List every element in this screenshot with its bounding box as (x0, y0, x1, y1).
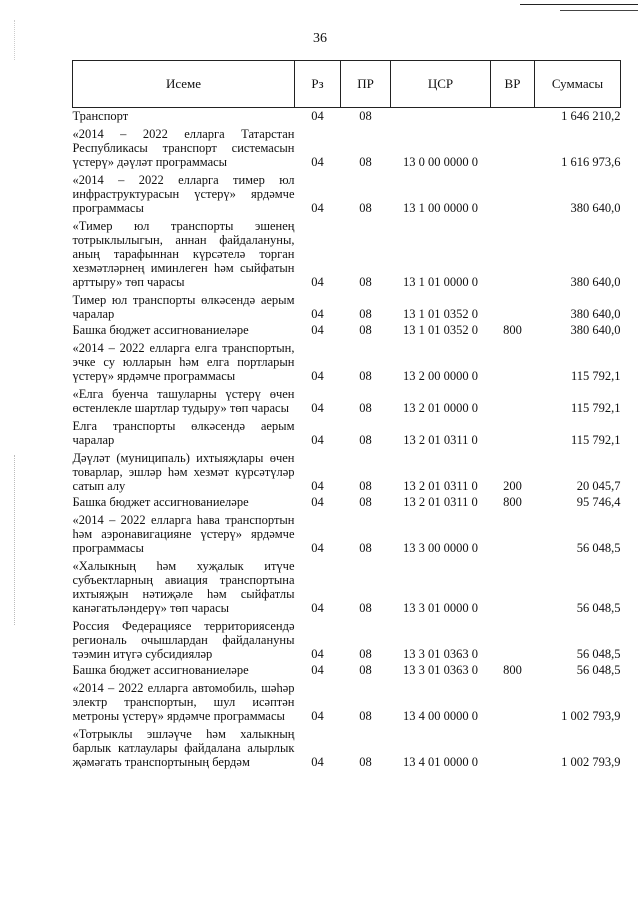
row-sum: 1 616 973,6 (561, 155, 621, 169)
table-row (73, 384, 621, 416)
row-vr (491, 678, 535, 724)
row-rz: 04 (311, 647, 324, 661)
row-csr: 13 2 01 0311 0 (403, 479, 478, 493)
row-pr: 08 (359, 369, 372, 383)
row-sum: 56 048,5 (576, 541, 621, 555)
row-name: Башка бюджет ассигнованиеләре (72, 323, 249, 337)
row-rz: 04 (311, 401, 324, 415)
row-rz: 04 (311, 479, 324, 493)
page-number: 36 (313, 31, 327, 46)
row-vr: 800 (503, 323, 522, 337)
row-sum: 115 792,1 (570, 401, 621, 415)
row-csr: 13 3 01 0363 0 (403, 663, 478, 677)
table-row (73, 322, 621, 338)
budget-table (72, 60, 621, 770)
row-pr: 08 (359, 433, 372, 447)
row-rz: 04 (311, 201, 324, 215)
row-name: Башка бюджет ассигнованиеләре (72, 495, 249, 509)
row-sum: 115 792,1 (570, 433, 621, 447)
row-name: «Тотрыклы эшләүче һәм халыкның барлык катлаулары файдалана алырлык җәмәгать транспортының бердәм (72, 727, 295, 769)
row-pr: 08 (359, 601, 372, 615)
row-name: «2014 – 2022 елларга автомобиль, шәһәр электр транспортын, шул исәптән метроны үстерү» ярдәмче программасы (72, 681, 295, 723)
row-pr: 08 (359, 401, 372, 415)
table-row (73, 216, 621, 290)
header-vr: ВР (491, 61, 535, 108)
top-rule-short (560, 10, 638, 11)
row-sum: 56 048,5 (576, 663, 621, 677)
row-vr (491, 616, 535, 662)
table-row (73, 556, 621, 616)
row-name: Башка бюджет ассигнованиеләре (72, 663, 249, 677)
row-name: Тимер юл транспорты өлкәсендә аерым чаралар (72, 293, 295, 321)
row-csr: 13 1 01 0352 0 (403, 323, 478, 337)
row-vr: 800 (503, 663, 522, 677)
header-pr: ПР (341, 61, 391, 108)
row-csr: 13 1 00 0000 0 (403, 201, 478, 215)
row-sum: 115 792,1 (570, 369, 621, 383)
row-csr: 13 2 01 0311 0 (403, 495, 478, 509)
row-csr: 13 3 00 0000 0 (403, 541, 478, 555)
row-csr: 13 0 00 0000 0 (403, 155, 478, 169)
table-row (73, 170, 621, 216)
header-csr: ЦСР (391, 61, 491, 108)
row-name: «2014 – 2022 елларга Татарстан Республикасы транспорт системасын үстерү» дәүләт программасы (72, 127, 295, 169)
row-vr: 800 (503, 495, 522, 509)
row-rz: 04 (311, 601, 324, 615)
row-sum: 1 646 210,2 (561, 109, 621, 123)
row-rz: 04 (311, 663, 324, 677)
margin-dots (14, 455, 17, 625)
row-csr: 13 3 01 0000 0 (403, 601, 478, 615)
row-csr: 13 2 01 0311 0 (403, 433, 478, 447)
table-row (73, 448, 621, 494)
row-pr: 08 (359, 709, 372, 723)
row-csr: 13 4 00 0000 0 (403, 709, 478, 723)
table-row (73, 124, 621, 170)
row-name: «Тимер юл транспорты эшенең тотрыклылыгын, аннан файдалануны, аның тарафыннан күрсәтелә торган хезмәтләрнең иминлеген һәм сыйфатын арттыру» төп чарасы (72, 219, 295, 289)
row-vr (491, 216, 535, 290)
table-row (73, 662, 621, 678)
row-pr: 08 (359, 307, 372, 321)
row-rz: 04 (311, 109, 324, 123)
header-rz: Рз (295, 61, 341, 108)
row-rz: 04 (311, 495, 324, 509)
row-pr: 08 (359, 495, 372, 509)
row-name: «Халыкның һәм хуҗалык итүче субъектларның авиация транспортына ихтыяҗын нәтиҗәле һәм сыйфатлы канәгатьләндерү» төп чарасы (72, 559, 295, 615)
row-csr: 13 4 01 0000 0 (403, 755, 478, 769)
table-row (73, 494, 621, 510)
table-row (73, 678, 621, 724)
row-csr: 13 2 00 0000 0 (403, 369, 478, 383)
row-pr: 08 (359, 109, 372, 123)
row-vr (491, 416, 535, 448)
table-body (73, 108, 621, 771)
row-name: «2014 – 2022 елларга елга транспортын, эчке су юлларын һәм елга портларын үстерү» ярдәмче программасы (72, 341, 295, 383)
row-vr (491, 724, 535, 770)
header-name: Исеме (73, 61, 295, 108)
row-pr: 08 (359, 541, 372, 555)
row-pr: 08 (359, 663, 372, 677)
row-vr (491, 290, 535, 322)
row-vr (491, 556, 535, 616)
row-csr: 13 1 01 0352 0 (403, 307, 478, 321)
row-sum: 1 002 793,9 (561, 709, 621, 723)
row-rz: 04 (311, 307, 324, 321)
row-vr: 200 (503, 479, 522, 493)
table-row (73, 616, 621, 662)
row-pr: 08 (359, 323, 372, 337)
row-rz: 04 (311, 541, 324, 555)
row-vr (491, 384, 535, 416)
row-sum: 20 045,7 (576, 479, 621, 493)
table-row (73, 338, 621, 384)
row-sum: 1 002 793,9 (561, 755, 621, 769)
row-sum: 95 746,4 (576, 495, 621, 509)
row-pr: 08 (359, 755, 372, 769)
row-csr: 13 3 01 0363 0 (403, 647, 478, 661)
row-rz: 04 (311, 275, 324, 289)
header-sum: Суммасы (535, 61, 621, 108)
row-pr: 08 (359, 479, 372, 493)
row-vr (491, 338, 535, 384)
row-vr (491, 510, 535, 556)
row-pr: 08 (359, 201, 372, 215)
row-pr: 08 (359, 275, 372, 289)
row-pr: 08 (359, 647, 372, 661)
row-rz: 04 (311, 155, 324, 169)
table-row (73, 290, 621, 322)
row-rz: 04 (311, 433, 324, 447)
row-sum: 56 048,5 (576, 647, 621, 661)
row-pr: 08 (359, 155, 372, 169)
table-row (73, 108, 621, 125)
row-sum: 380 640,0 (570, 275, 621, 289)
table-row (73, 724, 621, 770)
row-sum: 56 048,5 (576, 601, 621, 615)
row-name: Елга транспорты өлкәсендә аерым чаралар (72, 419, 295, 447)
row-vr (491, 124, 535, 170)
table-row (73, 416, 621, 448)
row-csr: 13 2 01 0000 0 (403, 401, 478, 415)
top-rule (520, 4, 638, 5)
row-vr (491, 108, 535, 125)
row-name: «Елга буенча ташуларны үстерү өчен өстенлекле шартлар тудыру» төп чарасы (72, 387, 295, 415)
table-row (73, 510, 621, 556)
row-rz: 04 (311, 369, 324, 383)
row-name: «2014 – 2022 елларга һава транспортын һәм аэронавигацияне үстерү» ярдәмче программасы (72, 513, 295, 555)
row-rz: 04 (311, 323, 324, 337)
row-sum: 380 640,0 (570, 201, 621, 215)
row-name: Россия Федерациясе территориясендә региональ очышлардан файдалануны тәэмин итүгә субсидияләр (72, 619, 295, 661)
row-vr (491, 170, 535, 216)
row-sum: 380 640,0 (570, 307, 621, 321)
table-header (73, 61, 621, 108)
row-rz: 04 (311, 755, 324, 769)
row-name: «2014 – 2022 елларга тимер юл инфраструктурасын үстерү» ярдәмче программасы (72, 173, 295, 215)
row-csr: 13 1 01 0000 0 (403, 275, 478, 289)
row-sum: 380 640,0 (570, 323, 621, 337)
row-name: Дәүләт (муниципаль) ихтыяҗлары өчен товарлар, эшләр һәм хезмәт күрсәтүләр сатып алу (72, 451, 295, 493)
row-rz: 04 (311, 709, 324, 723)
row-name: Транспорт (72, 109, 129, 123)
row-csr (391, 108, 491, 125)
